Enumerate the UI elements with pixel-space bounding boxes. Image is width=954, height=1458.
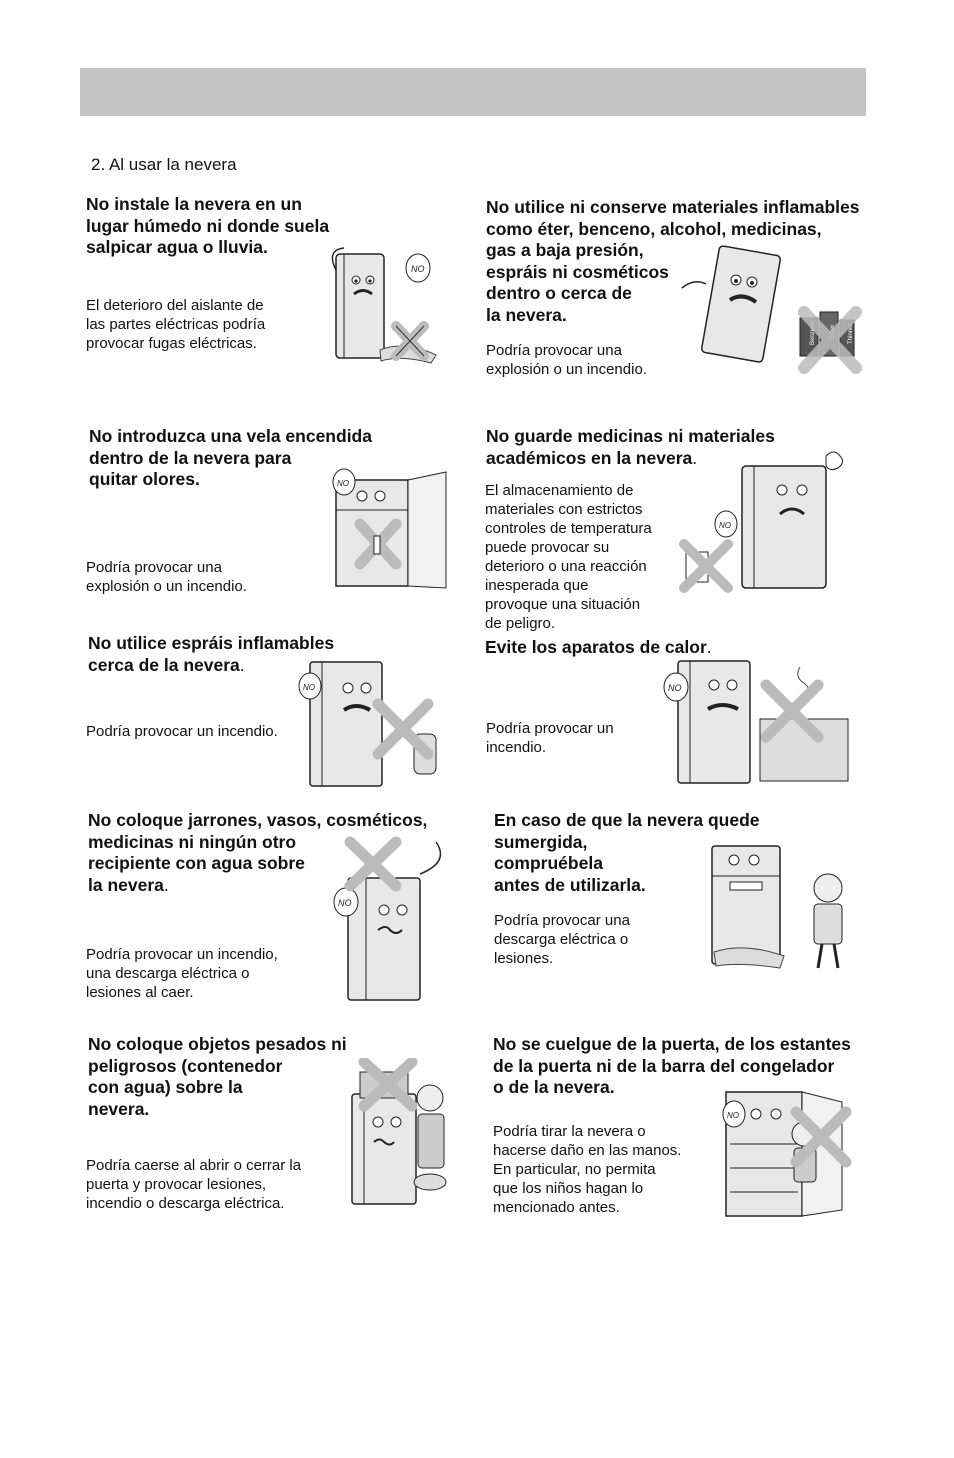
svg-text:Thinner: Thinner <box>848 323 854 344</box>
section-title: 2. Al usar la nevera <box>91 155 237 174</box>
warning-heading: No introduzca una vela encendida dentro de la nevera para quitar olores. <box>89 426 372 489</box>
header-bar <box>80 68 866 116</box>
svg-text:NO: NO <box>337 479 349 488</box>
svg-text:NO: NO <box>338 898 352 908</box>
warning-heading: No guarde medicinas ni materiales académicos en la nevera. <box>486 426 775 468</box>
warning-heading: No coloque objetos pesados ni peligrosos (contenedor con agua) sobre la nevera. <box>88 1034 347 1119</box>
svg-text:NO: NO <box>719 521 731 530</box>
warning-heading: Evite los aparatos de calor. <box>485 637 712 657</box>
warning-note: Podría tirar la nevera o hacerse daño en las manos. En particular, no permita que los niños hagan lo mencionado antes. <box>493 1123 682 1216</box>
warning-heading: No utilice espráis inflamables cerca de la nevera. <box>88 633 335 675</box>
spray-fridge-illustration <box>282 658 452 790</box>
heavy-objects-fridge-illustration <box>338 1058 450 1208</box>
svg-text:NO: NO <box>303 683 315 692</box>
no-badge: NO <box>411 264 425 274</box>
svg-text:Benzene: Benzene <box>810 321 816 345</box>
warning-heading: En caso de que la nevera quede sumergida, compruébela antes de utilizarla. <box>494 810 760 895</box>
svg-text:NO: NO <box>727 1111 739 1120</box>
warning-note: Podría caerse al abrir o cerrar la puerta y provocar lesiones, incendio o descarga eléctrica. <box>86 1157 302 1212</box>
vase-fridge-illustration <box>322 834 472 1004</box>
medicine-fridge-illustration <box>676 448 860 596</box>
warning-note: Podría provocar una explosión o un incendio. <box>486 342 647 378</box>
warning-note: Podría provocar una explosión o un incendio. <box>86 559 247 595</box>
warning-heading: No coloque jarrones, vasos, cosméticos, medicinas ni ningún otro recipiente con agua sobre la nevera. <box>88 810 428 895</box>
wet-fridge-illustration <box>318 240 448 365</box>
warning-heading: No se cuelgue de la puerta, de los estantes de la puerta ni de la barra del congelador o de la nevera. <box>493 1034 851 1097</box>
warning-wet-location <box>86 194 329 259</box>
svg-text:NO: NO <box>668 683 682 693</box>
warning-note: Podría provocar un incendio, una descarga eléctrica o lesiones al caer. <box>86 946 278 1001</box>
warning-heading: No utilice ni conserve materiales inflamables como éter, benceno, alcohol, medicinas, gas a baja presión, espráis ni cosméticos dentro o cerca de la nevera. <box>486 197 860 325</box>
warning-note: Podría provocar un incendio. <box>486 720 614 756</box>
flammables-fridge-illustration <box>672 240 872 380</box>
heater-fridge-illustration <box>650 655 856 785</box>
warning-note: El almacenamiento de materiales con estrictos controles de temperatura puede provocar su deterioro o una reacción inesperada que provoque una situación de peligro. <box>485 482 652 632</box>
hanging-child-fridge-illustration <box>700 1084 856 1220</box>
candle-fridge-illustration <box>316 458 452 593</box>
warning-note: Podría provocar una descarga eléctrica o lesiones. <box>494 912 630 967</box>
warning-note: Podría provocar un incendio. <box>86 723 278 740</box>
flooded-fridge-illustration <box>664 842 858 974</box>
warning-note: El deterioro del aislante de las partes eléctricas podría provocar fugas eléctricas. <box>86 297 266 352</box>
warning-heading: No instale la nevera en un lugar húmedo ni donde suela salpicar agua o lluvia. <box>86 194 330 257</box>
warning-heavy-objects <box>88 1034 347 1120</box>
